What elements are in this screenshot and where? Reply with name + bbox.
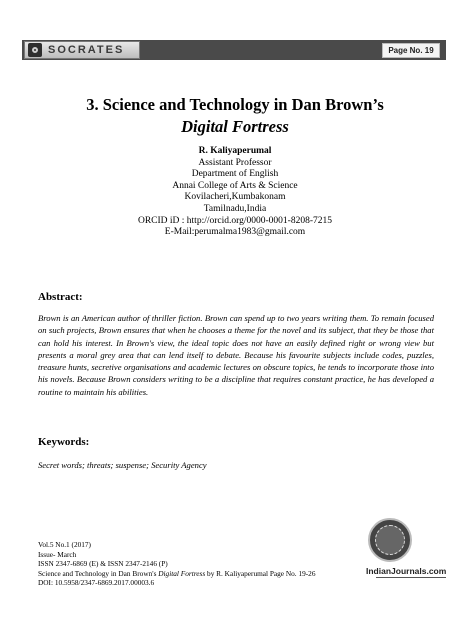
article-title [40, 94, 430, 138]
citation-suffix: by R. Kaliyaperumal Page No. 19-26 [207, 568, 316, 578]
footer-volume: Vol.5 No.1 (2017) [38, 540, 91, 549]
author-college: Annai College of Arts & Science [172, 180, 298, 191]
author-email: E-Mail:perumalma1983@gmail.com [164, 227, 306, 238]
abstract-text: Brown is an American author of thriller fiction. Brown can spend up to two years writing them. To remain focused on such projects, Brown ensures that when he chooses a theme for the novel and its subject, that they be those that can hold his interest. In Brown's view, the ideal topic does not have an easily defined right or wrong view but presents a moral grey area that can lend itself to debate. Because his favourite subjects include codes, puzzles, treasure hunts, secretive organisations and academic lectures on obscure topics, he tends to incorporate those into his novels. Because Brown considers writing to be a discipline that requires constant practice, he has developed a routine to maintain his abilities. [38, 313, 434, 397]
author-city: Kovilacheri,Kumbakonam [184, 192, 286, 203]
page-number-badge: Page No. 19 [382, 43, 440, 58]
footer-issn: ISSN 2347-6869 (E) & ISSN 2347-2146 (P) [38, 559, 168, 569]
publication-footer [38, 540, 358, 588]
footer-issue: Issue- March [38, 549, 77, 559]
socrates-logo [24, 41, 140, 59]
socrates-logo-icon [28, 43, 42, 57]
author-department: Department of English [191, 169, 279, 180]
title-line-2: Digital Fortress [181, 117, 289, 136]
author-block [90, 146, 380, 239]
author-position: Assistant Professor [198, 157, 272, 168]
citation-prefix: Science and Technology in Dan Brown's [38, 568, 157, 578]
indianjournals-logo: IndianJournals.com [366, 566, 447, 576]
title-line-1: 3. Science and Technology in Dan Brown’s [86, 95, 384, 114]
author-orcid: ORCID iD : http://orcid.org/0000-0001-8208-7215 [137, 215, 333, 226]
abstract-heading: Abstract: [38, 291, 83, 303]
citation-title: Digital Fortress [158, 568, 206, 578]
logo-underline [376, 577, 446, 580]
footer-doi: DOI: 10.5958/2347-6869.2017.00003.6 [38, 578, 155, 588]
socrates-seal-icon [368, 518, 412, 562]
footer-citation [38, 569, 358, 579]
keywords-text: Secret words; threats; suspense; Security Agency [38, 460, 207, 470]
logo-text: SOCRATES [48, 44, 125, 56]
author-state: Tamilnadu,India [203, 203, 267, 214]
keywords-heading: Keywords: [38, 436, 90, 448]
author-name: R. Kaliyaperumal [198, 146, 272, 156]
